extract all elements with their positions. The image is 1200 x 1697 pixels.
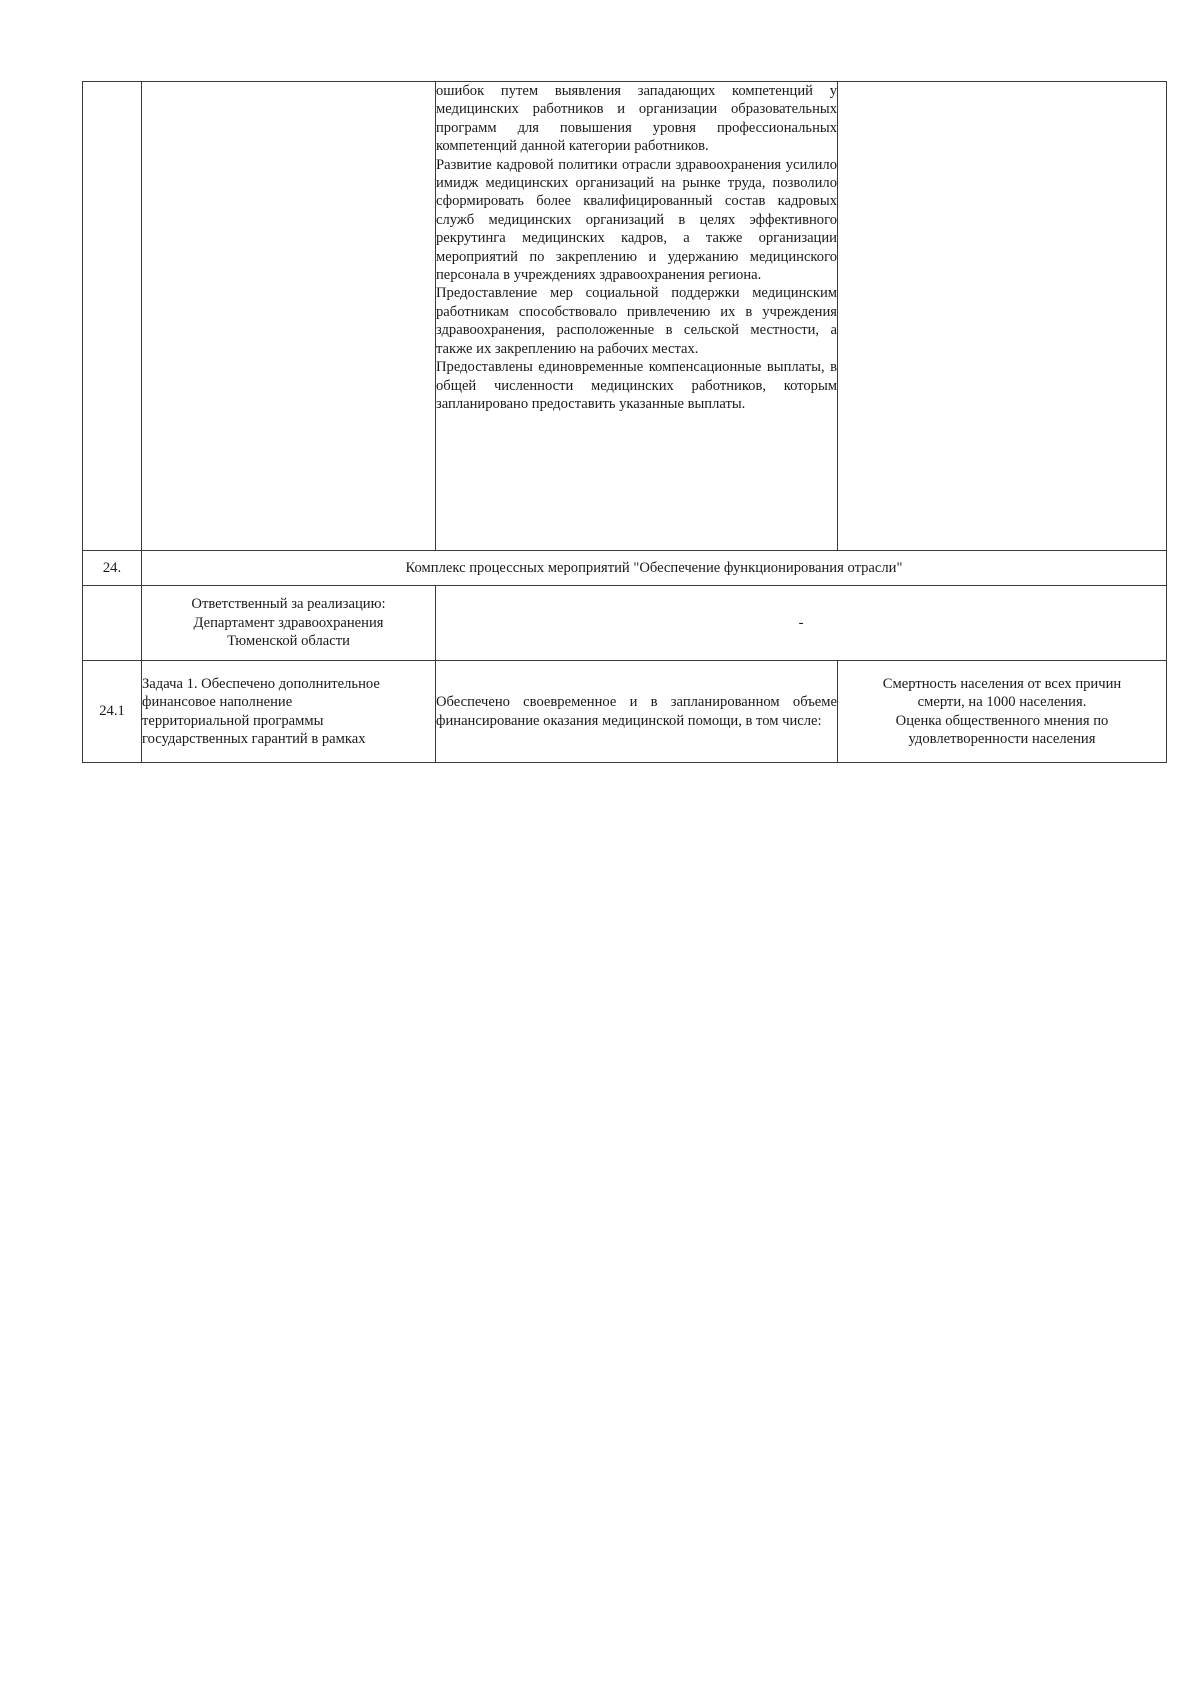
task-indicator-cell [838, 661, 1167, 763]
table-row-continuation [83, 82, 1167, 551]
table-row-task [83, 661, 1167, 763]
table-row-responsible [83, 586, 1167, 661]
section-number: 24. [83, 551, 142, 586]
responsible-value: - [436, 586, 1167, 661]
task-result-cell: Обеспечено своевременное и в запланированном объеме финансирование оказания медицинской помощи, в том числе: [436, 661, 838, 763]
result-paragraph: Предоставление мер социальной поддержки медицинским работникам способствовало привлечению их в учреждения здравоохранения, расположенные в сельской местности, а также их закреплению на рабочих местах. [436, 285, 837, 357]
task-line: государственных гарантий в рамках [142, 730, 366, 747]
program-table [82, 81, 1167, 763]
task-line: финансовое наполнение [142, 694, 293, 711]
task-line: Задача 1. Обеспечено дополнительное [142, 675, 380, 692]
indicator-line: Оценка общественного мнения по [895, 712, 1109, 729]
responsible-line: Тюменской области [227, 633, 350, 650]
result-paragraph: Предоставлены единовременные компенсационные выплаты, в общей численности медицинских работников, которым запланировано предоставить указанные выплаты. [436, 359, 837, 412]
result-paragraph: ошибок путем выявления западающих компетенций у медицинских работников и организации образовательных программ для повышения уровня профессиональных компетенций данной категории работников. [436, 83, 837, 155]
task-line: территориальной программы [142, 712, 324, 729]
responsible-line: Ответственный за реализацию: [191, 596, 386, 613]
section-title: Комплекс процессных мероприятий "Обеспечение функционирования отрасли" [142, 551, 1167, 586]
indicator-line: смерти, на 1000 населения. [917, 694, 1087, 711]
responsible-cell [142, 586, 436, 661]
task-description-cell [142, 661, 436, 763]
row-number-cell [83, 82, 142, 551]
result-paragraph: Развитие кадровой политики отрасли здравоохранения усилило имидж медицинских организаций на рынке труда, позволило сформировать более квалифицированный состав кадровых служб медицинских организаций в целях эффективного рекрутинга медицинских кадров, а также организации мероприятий по закреплению и удержанию медицинского персонала в учреждениях здравоохранения региона. [436, 156, 837, 284]
empty-number-cell [83, 586, 142, 661]
task-number: 24.1 [83, 661, 142, 763]
indicator-line: удовлетворенности населения [908, 730, 1096, 747]
indicator-line: Смертность населения от всех причин [882, 675, 1122, 692]
responsible-line: Департамент здравоохранения [193, 614, 384, 631]
indicator-cell [838, 82, 1167, 551]
task-cell [142, 82, 436, 551]
result-cell [436, 82, 838, 551]
table-row-section [83, 551, 1167, 586]
